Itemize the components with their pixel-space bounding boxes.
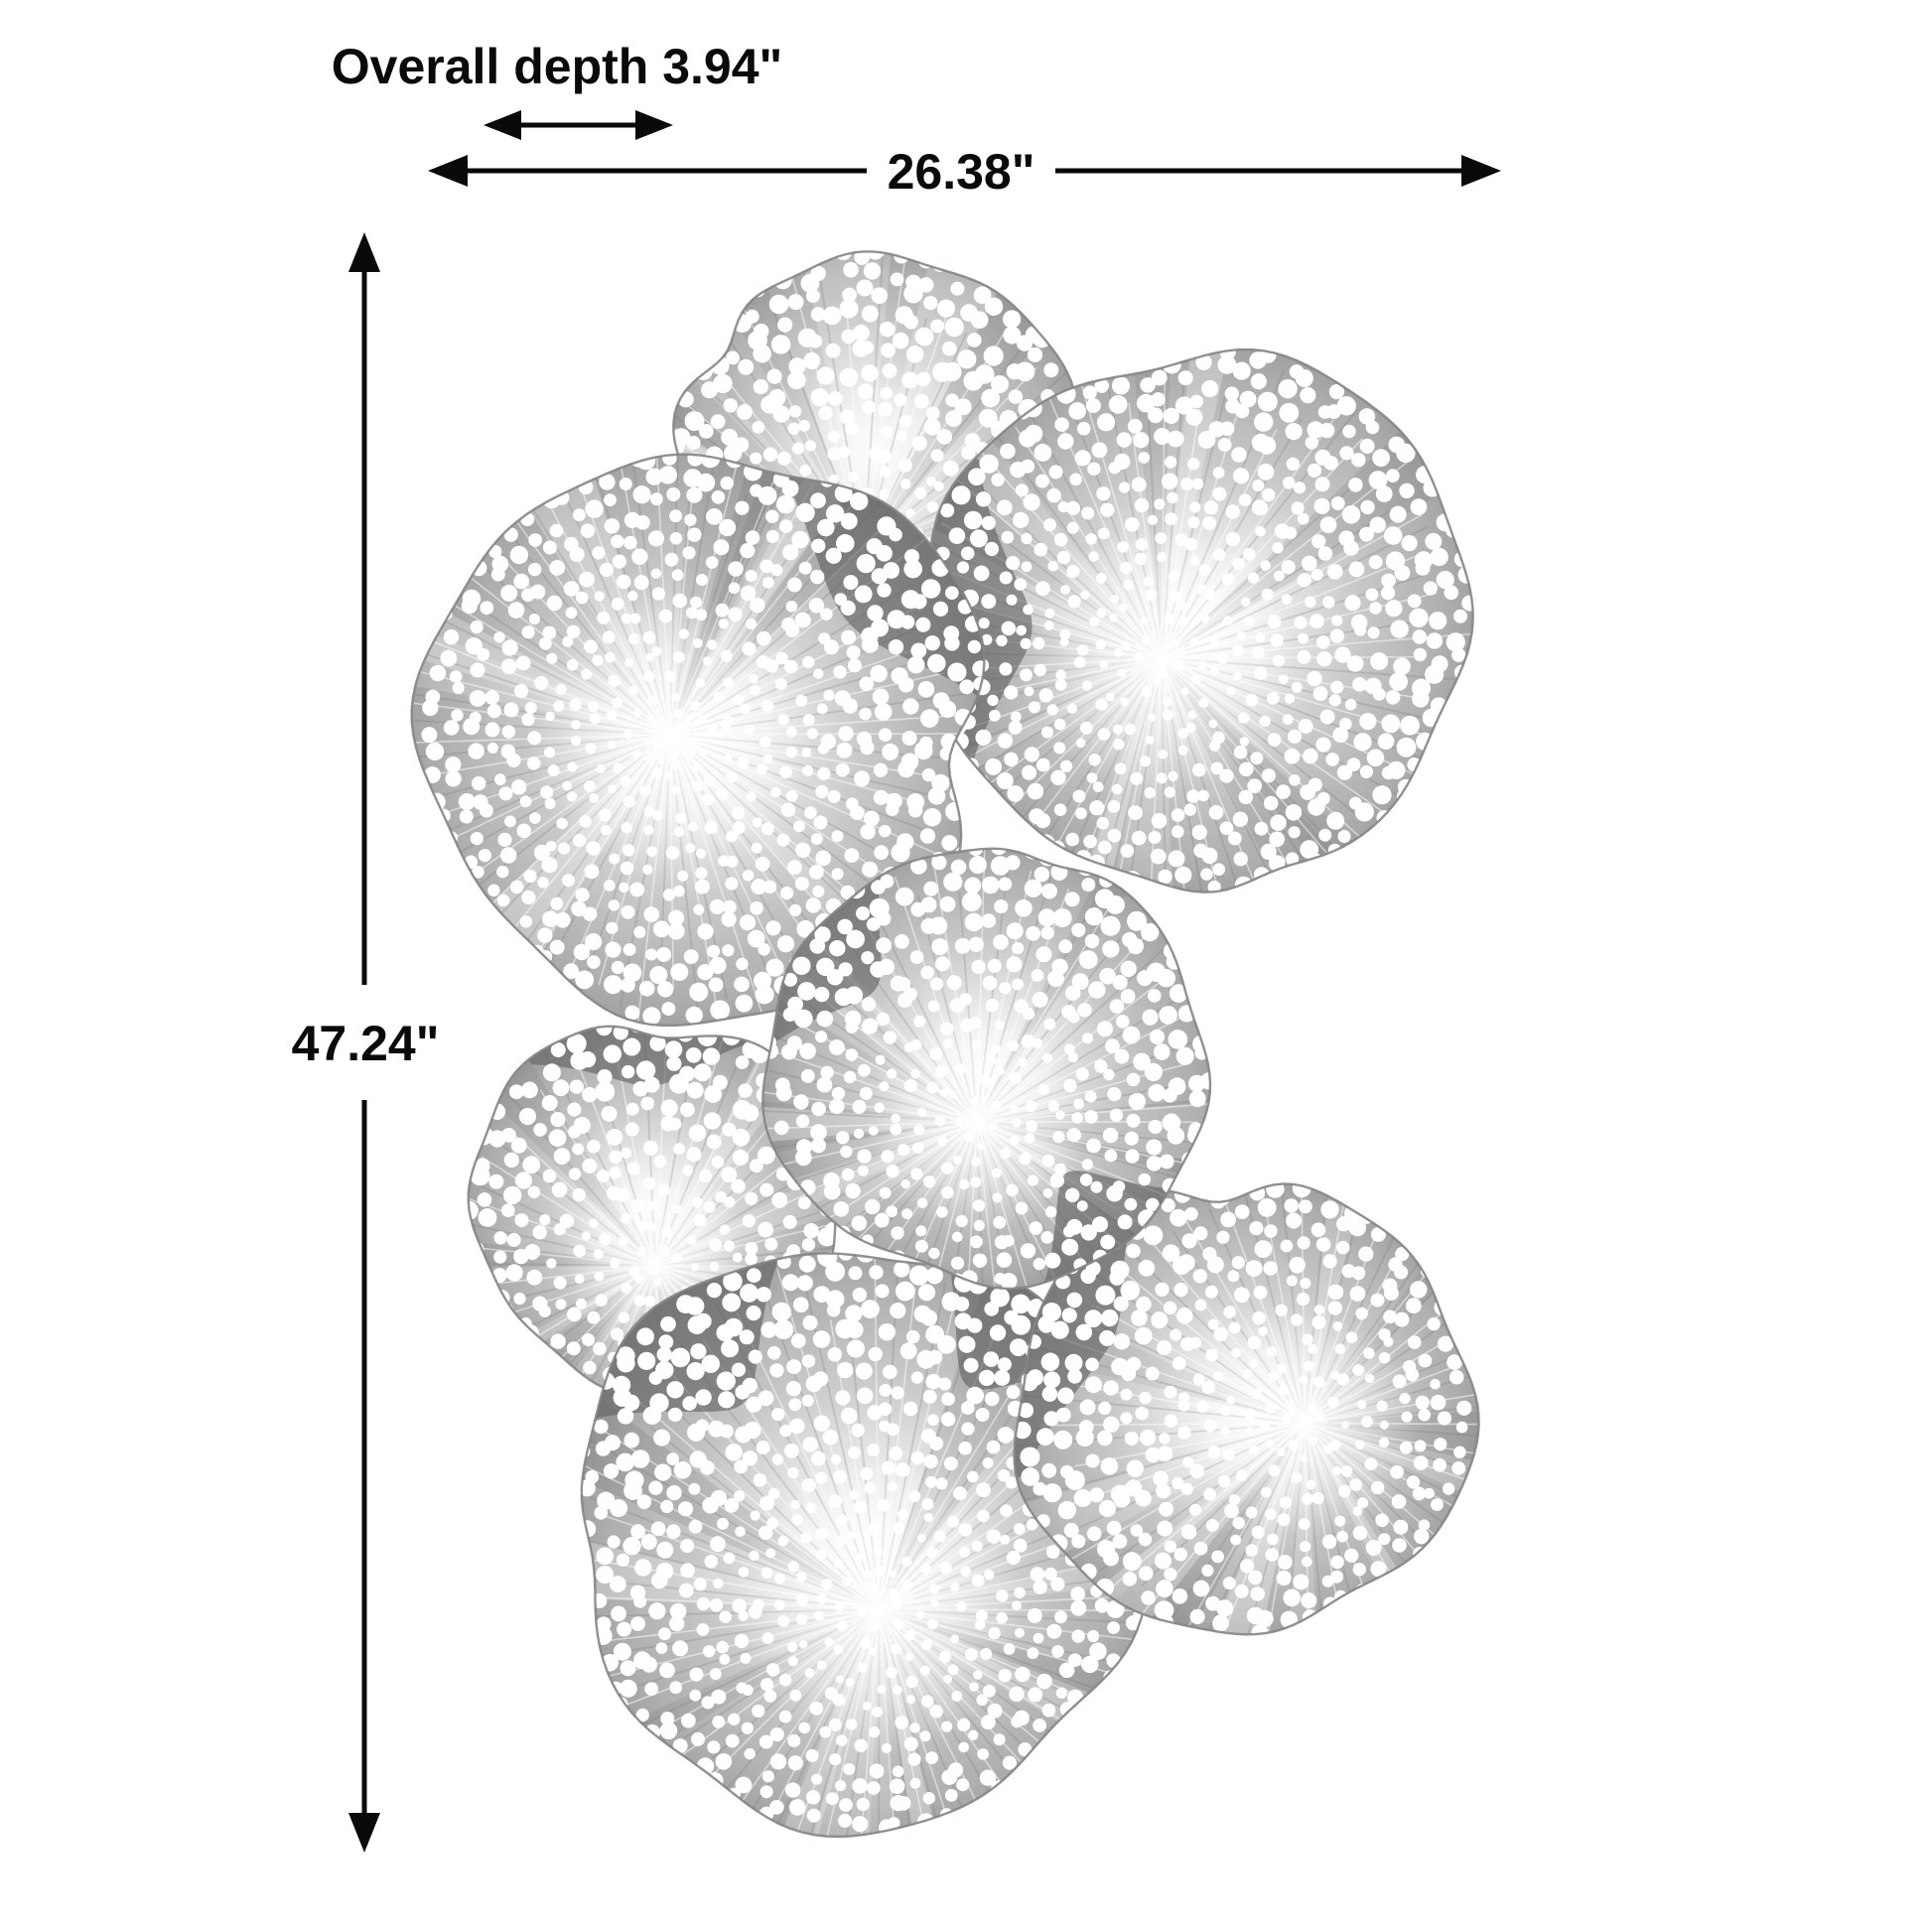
depth-label: Overall depth 3.94" bbox=[331, 39, 783, 94]
height-dimension bbox=[292, 232, 440, 1853]
height-arrow-top-head bbox=[348, 232, 380, 272]
depth-dimension bbox=[332, 39, 782, 140]
height-label: 47.24" bbox=[291, 1016, 440, 1071]
depth-arrow-left-head bbox=[483, 110, 521, 140]
depth-arrow-right-head bbox=[635, 110, 673, 140]
width-dimension bbox=[428, 144, 1501, 200]
width-label: 26.38" bbox=[887, 144, 1035, 200]
artwork-discs bbox=[345, 240, 1611, 1932]
width-arrow-right-head bbox=[1461, 155, 1501, 187]
height-arrow-bottom-head bbox=[348, 1813, 380, 1853]
width-arrow-left-head bbox=[428, 155, 468, 187]
